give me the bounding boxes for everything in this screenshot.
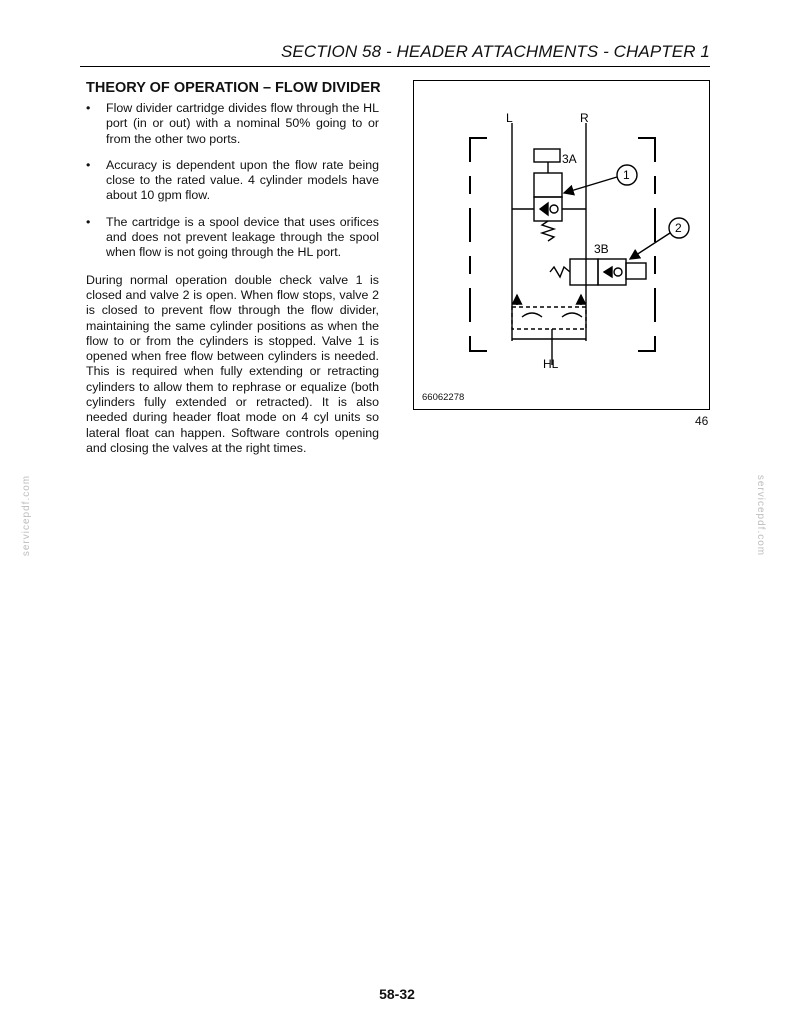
bullet-mark: • <box>86 101 91 115</box>
hydraulic-schematic-figure <box>413 80 710 410</box>
flow-divider-schematic <box>414 81 711 411</box>
callout-2: 2 <box>675 221 682 235</box>
bullet-mark: • <box>86 214 91 229</box>
section-header: SECTION 58 - HEADER ATTACHMENTS - CHAPTER 1 <box>280 42 710 61</box>
header-rule <box>80 66 710 67</box>
figure-code: 66062278 <box>422 392 465 403</box>
bullet-text: Flow divider cartridge divides flow through the HL port (in or out) with a nominal 50% going to or from the other two ports. <box>106 101 379 146</box>
body-paragraph: During normal operation double check valve 1 is closed and valve 2 is open. When flow stops, valve 2 is closed to prevent flow through the flow divider, maintaining the same cylinder positions as when the flow to or from the cylinders is stopped. Valve 1 is opened when free flow between cylinders is needed. This is required when fully extending or retracting cylinders to allow them to rephrase or equalize (both cylinders fully extended or retracted). It is also needed during header float mode on 4 cyl units so lateral float can happen. Software controls opening and closing the valves at the right times. <box>86 272 379 455</box>
bullet-text: The cartridge is a spool device that uses orifices and does not prevent leakage through the spool when flow is not going through the HL port. <box>106 214 379 260</box>
bullet-item <box>86 158 379 204</box>
callout-1: 1 <box>623 168 630 182</box>
port-l-label: L <box>506 111 513 125</box>
text-column <box>86 80 379 456</box>
section-heading: THEORY OF OPERATION – FLOW DIVIDER <box>86 80 381 96</box>
bullet-item <box>86 101 379 147</box>
valve-3a-label: 3A <box>562 152 577 166</box>
bullet-mark: • <box>86 157 91 172</box>
watermark-right: servicepdf.com <box>755 474 767 557</box>
port-hl-label: HL <box>543 357 559 371</box>
bullet-list <box>86 101 379 261</box>
watermark-left: servicepdf.com <box>21 474 33 557</box>
bullet-text: Accuracy is dependent upon the flow rate being close to the rated value. 4 cylinder models have about 10 gpm flow. <box>106 157 379 203</box>
bullet-item <box>86 215 379 261</box>
page-number: 58-32 <box>379 986 415 1002</box>
port-r-label: R <box>580 111 589 125</box>
valve-3b-label: 3B <box>594 242 609 256</box>
figure-number: 46 <box>695 414 709 428</box>
